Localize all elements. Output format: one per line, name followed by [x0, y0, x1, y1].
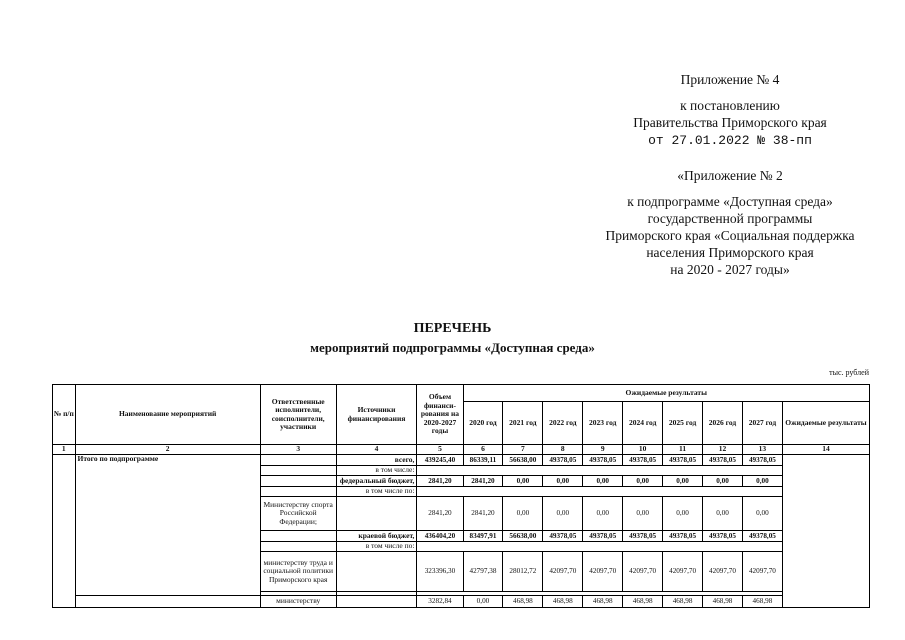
source-cell [336, 552, 417, 592]
value-cell: 0,00 [623, 497, 663, 531]
value-cell: 0,00 [663, 476, 703, 487]
value-cell: 468,98 [543, 596, 583, 608]
responsible-cell [260, 476, 336, 487]
col-number: 14 [782, 445, 869, 455]
value-cell: 468,98 [623, 596, 663, 608]
results-cell [782, 455, 869, 608]
value-cell: 49378,05 [663, 455, 703, 466]
ministry-next-cell: министерству [260, 596, 336, 608]
column-number-row [53, 445, 870, 455]
value-cell: 49378,05 [742, 531, 782, 542]
name-cell [75, 596, 260, 608]
value-cell: 0,00 [543, 476, 583, 487]
value-cell: 468,98 [703, 596, 743, 608]
col-number: 13 [742, 445, 782, 455]
value-cell: 439245,40 [417, 455, 463, 466]
header-name: Наименование мероприятий [75, 385, 260, 445]
value-cell: 468,98 [663, 596, 703, 608]
value-cell: 42097,70 [703, 552, 743, 592]
value-cell: 42797,38 [463, 552, 503, 592]
value-cell: 49378,05 [742, 455, 782, 466]
col-number: 7 [503, 445, 543, 455]
source-cell [336, 497, 417, 531]
header-expected: Ожидаемые результаты [463, 385, 870, 402]
col-number: 12 [703, 445, 743, 455]
responsible-cell [260, 542, 336, 552]
source-total: всего, [336, 455, 417, 466]
value-cell: 0,00 [742, 476, 782, 487]
col-number: 8 [543, 445, 583, 455]
value-cell: 42097,70 [543, 552, 583, 592]
value-cell: 0,00 [503, 497, 543, 531]
value-cell: 468,98 [742, 596, 782, 608]
value-cell: 0,00 [543, 497, 583, 531]
value-cell: 28012,72 [503, 552, 543, 592]
header-year: 2025 год [663, 402, 703, 445]
header-year: 2026 год [703, 402, 743, 445]
resolution-date: от 27.01.2022 № 38-пп [648, 133, 812, 148]
value-cell: 2841,20 [463, 497, 503, 531]
col-number: 3 [260, 445, 336, 455]
value-cell: 323396,30 [417, 552, 463, 592]
value-cell: 49378,05 [583, 531, 623, 542]
header-year: 2024 год [623, 402, 663, 445]
col-number: 2 [75, 445, 260, 455]
program-line: государственной программы [647, 211, 813, 226]
value-cell: 42097,70 [742, 552, 782, 592]
col-number: 4 [336, 445, 417, 455]
subprogram-line: к подпрограмме «Доступная среда» [627, 194, 833, 209]
header-sources: Источники финансирования [336, 385, 417, 445]
col-number: 5 [417, 445, 463, 455]
source-regional: краевой бюджет, [336, 531, 417, 542]
value-cell: 0,00 [703, 476, 743, 487]
ministry-sport-cell: Министерству спорта Российской Федерации; [260, 497, 336, 531]
responsible-cell [260, 466, 336, 476]
value-cell: 436404,20 [417, 531, 463, 542]
value-cell: 49378,05 [543, 531, 583, 542]
value-cell: 49378,05 [583, 455, 623, 466]
including-by-label: в том числе по: [336, 542, 417, 552]
header-year: 2020 год [463, 402, 503, 445]
value-cell: 0,00 [663, 497, 703, 531]
value-cell: 468,98 [503, 596, 543, 608]
col-number: 6 [463, 445, 503, 455]
header-volume: Объем финанси-рования на 2020-2027 годы [417, 385, 463, 445]
header-responsible: Ответственные исполнители, соисполнители, участники [260, 385, 336, 445]
value-cell: 56638,00 [503, 455, 543, 466]
value-cell: 49378,05 [703, 455, 743, 466]
including-label: в том числе: [336, 466, 417, 476]
responsible-cell [260, 531, 336, 542]
value-cell: 0,00 [583, 497, 623, 531]
ministry-labor-cell: министерству труда и социальной политики Приморского края [260, 552, 336, 592]
to-resolution: к постановлению [680, 98, 780, 113]
value-cell: 49378,05 [703, 531, 743, 542]
table-row [53, 455, 870, 466]
value-cell: 2841,20 [463, 476, 503, 487]
region-line: Приморского края «Социальная поддержка [605, 228, 855, 243]
value-cell: 468,98 [583, 596, 623, 608]
empty-span [417, 466, 782, 476]
table-row [53, 596, 870, 608]
value-cell: 42097,70 [663, 552, 703, 592]
population-line: населения Приморского края [646, 245, 814, 260]
value-cell: 49378,05 [543, 455, 583, 466]
subprogram-total-label: Итого по подпрограмме [75, 455, 260, 596]
value-cell: 49378,05 [623, 531, 663, 542]
source-federal: федеральный бюджет, [336, 476, 417, 487]
value-cell: 49378,05 [623, 455, 663, 466]
header-year: 2027 год [742, 402, 782, 445]
value-cell: 0,00 [742, 497, 782, 531]
value-cell: 0,00 [623, 476, 663, 487]
responsible-cell [260, 455, 336, 466]
col-number: 9 [583, 445, 623, 455]
value-cell: 0,00 [583, 476, 623, 487]
responsible-cell [260, 487, 336, 497]
document-title: ПЕРЕЧЕНЬ [413, 321, 492, 336]
value-cell: 86339,11 [463, 455, 503, 466]
years-line: на 2020 - 2027 годы» [670, 262, 790, 277]
row-number-cell [53, 455, 76, 608]
including-by-label: в том числе по: [336, 487, 417, 497]
empty-span [417, 542, 782, 552]
col-number: 11 [663, 445, 703, 455]
header-year: 2021 год [503, 402, 543, 445]
value-cell: 2841,20 [417, 497, 463, 531]
units-label: тыс. рублей [829, 368, 869, 377]
value-cell: 83497,91 [463, 531, 503, 542]
value-cell: 2841,20 [417, 476, 463, 487]
value-cell: 42097,70 [583, 552, 623, 592]
empty-span [417, 487, 782, 497]
value-cell: 0,00 [703, 497, 743, 531]
value-cell: 3282,84 [417, 596, 463, 608]
appendix-2: «Приложение № 2 [677, 168, 783, 183]
header-year: 2022 год [543, 402, 583, 445]
value-cell: 49378,05 [663, 531, 703, 542]
measures-table [52, 384, 870, 608]
value-cell: 56638,00 [503, 531, 543, 542]
appendix-4: Приложение № 4 [680, 72, 780, 87]
header-year: 2023 год [583, 402, 623, 445]
value-cell: 0,00 [503, 476, 543, 487]
header-results: Ожидаемые результаты [782, 402, 869, 445]
col-number: 10 [623, 445, 663, 455]
value-cell: 0,00 [463, 596, 503, 608]
document-subtitle: мероприятий подпрограммы «Доступная среда» [310, 340, 595, 355]
government-line: Правительства Приморского края [633, 115, 827, 130]
col-number: 1 [53, 445, 76, 455]
header-num: № п/п [53, 385, 76, 445]
value-cell: 42097,70 [623, 552, 663, 592]
source-cell [336, 596, 417, 608]
